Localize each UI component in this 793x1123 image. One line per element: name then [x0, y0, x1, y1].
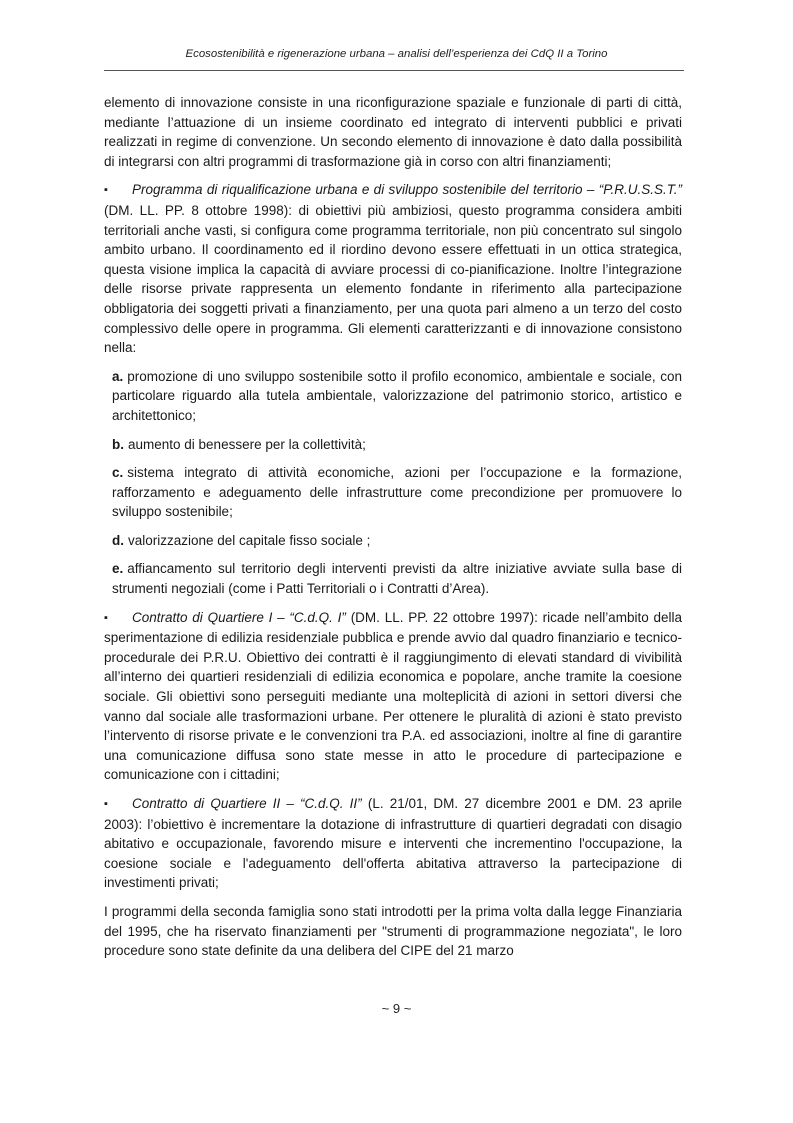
list-item-a: [112, 367, 682, 426]
list-letter: c.: [112, 465, 124, 481]
list-item-b: [112, 435, 682, 455]
list-text: promozione di uno sviluppo sostenibile sotto il profilo economico, ambientale e sociale, con particolare riguardo alla tutela ambientale, valorizzazione del patrimonio storico, artistico e architettonico;: [112, 368, 682, 423]
closing-paragraph: I programmi della seconda famiglia sono stati introdotti per la prima volta dalla legge Finanziaria del 1995, che ha riservato finanziamenti per "strumenti di programmazione negoziata", le loro procedure sono state definite da una delibera del CIPE del 21 marzo: [104, 903, 682, 959]
bullet-item-text: (L. 21/01, DM. 27 dicembre 2001 e DM. 23 aprile 2003): l’obiettivo è incrementare la dotazione di infrastrutture di quartieri degradati con disagio abitativo e occupazionale, favorendo misure e interventi che incrementino l'occupazione, la coesione sociale e l'adeguamento dell'offerta abitativa attraverso la partecipazione di investimenti privati;: [104, 796, 683, 891]
bullet-item-title: Contratto di Quartiere I – “C.d.Q. I”: [132, 609, 346, 625]
bullet-icon: ▪: [104, 611, 108, 624]
running-header: Ecosostenibilità e rigenerazione urbana – analisi dell’esperienza dei CdQ II a Torino: [185, 48, 608, 60]
list-item-d: [112, 531, 682, 551]
bullet-item-title: Programma di riqualificazione urbana e di sviluppo sostenibile del territorio – “P.R.U.S.S.T.”: [132, 182, 682, 198]
bullet-item-title: Contratto di Quartiere II – “C.d.Q. II”: [132, 796, 362, 811]
bullet-icon: ▪: [104, 798, 108, 810]
lettered-list: [112, 367, 682, 599]
page-number: ~ 9 ~: [381, 1001, 412, 1016]
list-letter: d.: [112, 532, 124, 548]
list-letter: b.: [112, 436, 124, 452]
intro-paragraph: elemento di innovazione consiste in una riconfigurazione spaziale e funzionale di parti di città, mediante l’attuazione di un insieme coordinato ed integrato di interventi pubblici e privati realizzati in regime di convenzione. Un secondo elemento di innovazione è dato dalla possibilità di integrarsi con altri programmi di trasformazione già in corso con altri finanziamenti;: [104, 95, 682, 169]
list-letter: a.: [112, 368, 124, 384]
bullet-item-cdq1: [104, 608, 682, 785]
page-body: [104, 93, 682, 970]
bullet-item-text: (DM. LL. PP. 8 ottobre 1998): di obiettivi più ambiziosi, questo programma considera ambiti territoriali anche vasti, si configura come programma territoriale, non più concentrato sul singolo ambito urbano. Il coordinamento ed il riordino devono essere effettuati in un ottica strategica, questa visione implica la capacità di avviare processi di co-pianificazione. Inoltre l’integrazione delle risorse private rappresenta un elemento fondante in riferimento alla partecipazione obbligatoria dei soggetti privati a finanziamento, per una quota pari almeno a un terzo del costo complessivo delle opere in programma. Gli elementi caratterizzanti e di innovazione consistono nella:: [104, 202, 682, 356]
list-text: aumento di benessere per la collettività;: [128, 436, 366, 452]
list-text: valorizzazione del capitale fisso sociale ;: [128, 532, 371, 548]
bullet-item-prusst: [104, 180, 682, 357]
list-letter: e.: [112, 561, 124, 577]
header-divider: [104, 70, 684, 71]
list-item-e: [112, 559, 682, 598]
bullet-item-text: (DM. LL. PP. 22 ottobre 1997): ricade nell’ambito della sperimentazione di edilizia residenziale pubblica e prende avvio dal quadro finanziario e tecnico-procedurale dei P.R.U. Obiettivo dei contratti è il raggiungimento di elevati standard di vivibilità all’interno dei quartieri residenziali di edilizia economica e popolare, anche tramite la coesione sociale. Gli obiettivi sono perseguiti mediante una molteplicità di azioni in settori diversi che vanno dal sociale alle trasformazioni urbane. Per ottenere le pluralità di azioni è stato previsto l’intervento di risorse private e le convenzioni tra P.A. ed associazioni, inoltre al fine di garantire una comunicazione diffusa sono state messe in atto le procedure di partecipazione e comunicazione con i cittadini;: [104, 609, 682, 783]
list-text: affiancamento sul territorio degli interventi previsti da altre iniziative avviate sulla base di strumenti negoziali (come i Patti Territoriali o i Contratti d’Area).: [112, 561, 682, 597]
list-text: sistema integrato di attività economiche, azioni per l’occupazione e la formazione, rafforzamento e adeguamento delle infrastrutture come precondizione per promuovere lo sviluppo sostenibile;: [112, 465, 682, 520]
bullet-item-cdq2: [104, 794, 682, 893]
bullet-icon: ▪: [104, 184, 108, 197]
list-item-c: [112, 463, 682, 522]
